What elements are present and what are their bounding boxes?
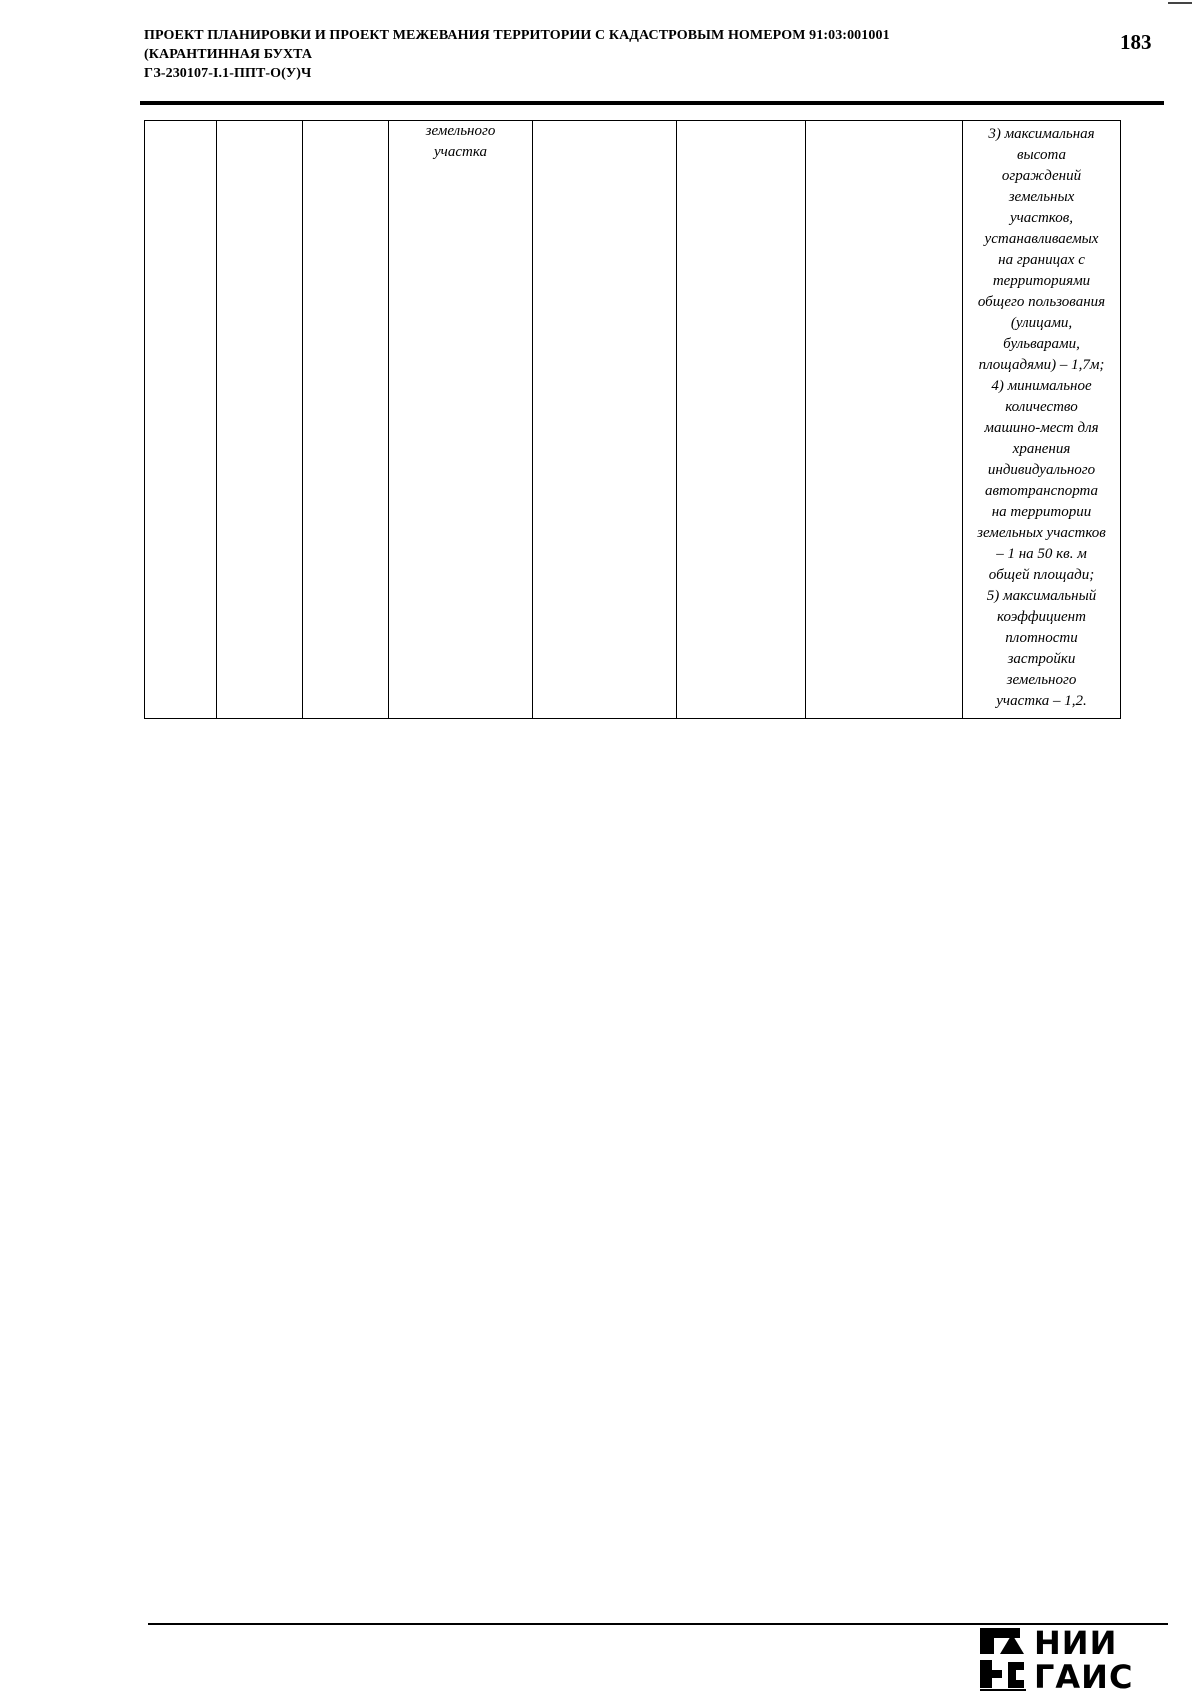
header-rule: [140, 101, 1164, 105]
cell-8-line: на границах с: [998, 252, 1085, 268]
table-cell-2: [217, 121, 303, 719]
header-code-line: ГЗ-230107-I.1-ППТ-О(У)Ч: [144, 66, 312, 81]
cell-8-line: (улицами,: [1010, 315, 1073, 331]
table-cell-7: [806, 121, 963, 719]
cell-8-line: автотранспорта: [984, 483, 1099, 499]
cell-8-line: хранения: [1012, 441, 1071, 457]
cell-8-line: участков,: [1009, 210, 1073, 226]
cell-8-line: застройки: [1007, 651, 1076, 667]
niigais-logo: [978, 1624, 1168, 1694]
cell-8-line: земельных участков: [977, 525, 1106, 541]
table-cell-1: [145, 121, 217, 719]
cell-8-line: количество: [1005, 399, 1078, 415]
cell-8-line: земельных: [1008, 189, 1075, 205]
cell-8-line: площадями) – 1,7м;: [978, 357, 1105, 373]
corner-mark: [1168, 2, 1192, 4]
cell-8-line: 4) минимальное: [991, 378, 1092, 394]
cell-8-line: коэффициент: [997, 609, 1086, 625]
cell-8-line: ограждений: [1001, 168, 1082, 184]
cell-8-line: устанавливаемых: [984, 231, 1099, 247]
table-cell-3: [303, 121, 389, 719]
cell-8-line: индивидуального: [987, 462, 1096, 478]
header-title-line-1: ПРОЕКТ ПЛАНИРОВКИ И ПРОЕКТ МЕЖЕВАНИЯ ТЕРРИТОРИИ С КАДАСТРОВЫМ НОМЕРОМ 91:03:001001: [144, 28, 890, 43]
document-header: [144, 26, 1104, 83]
cell-8-line: плотности: [1005, 630, 1078, 646]
logo-line-1: НИИ: [1034, 1624, 1118, 1662]
logo-text: [1034, 1626, 1133, 1694]
cell-8-line: земельного: [1006, 672, 1077, 688]
cell-8-line: 5) максимальный: [986, 588, 1097, 604]
cell-8-text: [963, 124, 1120, 712]
cell-8-line: машино-мест для: [984, 420, 1099, 436]
cell-8-line: бульварами,: [1003, 336, 1080, 352]
cell-4-line: земельного: [425, 123, 496, 139]
cell-8-line: на территории: [991, 504, 1092, 520]
table-cell-8: [963, 121, 1121, 719]
cell-8-line: общей площади;: [988, 567, 1095, 583]
cell-8-line: 3) максимальная: [988, 126, 1095, 142]
logo-mark-icon: [978, 1624, 1030, 1692]
cell-8-line: общего пользования: [977, 294, 1106, 310]
table-cell-5: [533, 121, 677, 719]
logo-line-2: ГАИС: [1034, 1658, 1134, 1696]
table-row: [145, 121, 1121, 719]
page-number: 183: [1120, 30, 1152, 54]
cell-8-line: – 1 на 50 кв. м: [996, 546, 1087, 562]
cell-8-line: высота: [1017, 147, 1066, 163]
table-cell-6: [677, 121, 806, 719]
cell-4-line: участка: [434, 144, 487, 160]
table-cell-4: [389, 121, 533, 719]
cell-4-text: [389, 121, 532, 163]
regulations-table: [144, 120, 1121, 719]
cell-8-line: участка – 1,2.: [996, 693, 1087, 709]
cell-8-line: территориями: [992, 273, 1091, 289]
header-title-line-2: (КАРАНТИННАЯ БУХТА: [144, 47, 313, 62]
